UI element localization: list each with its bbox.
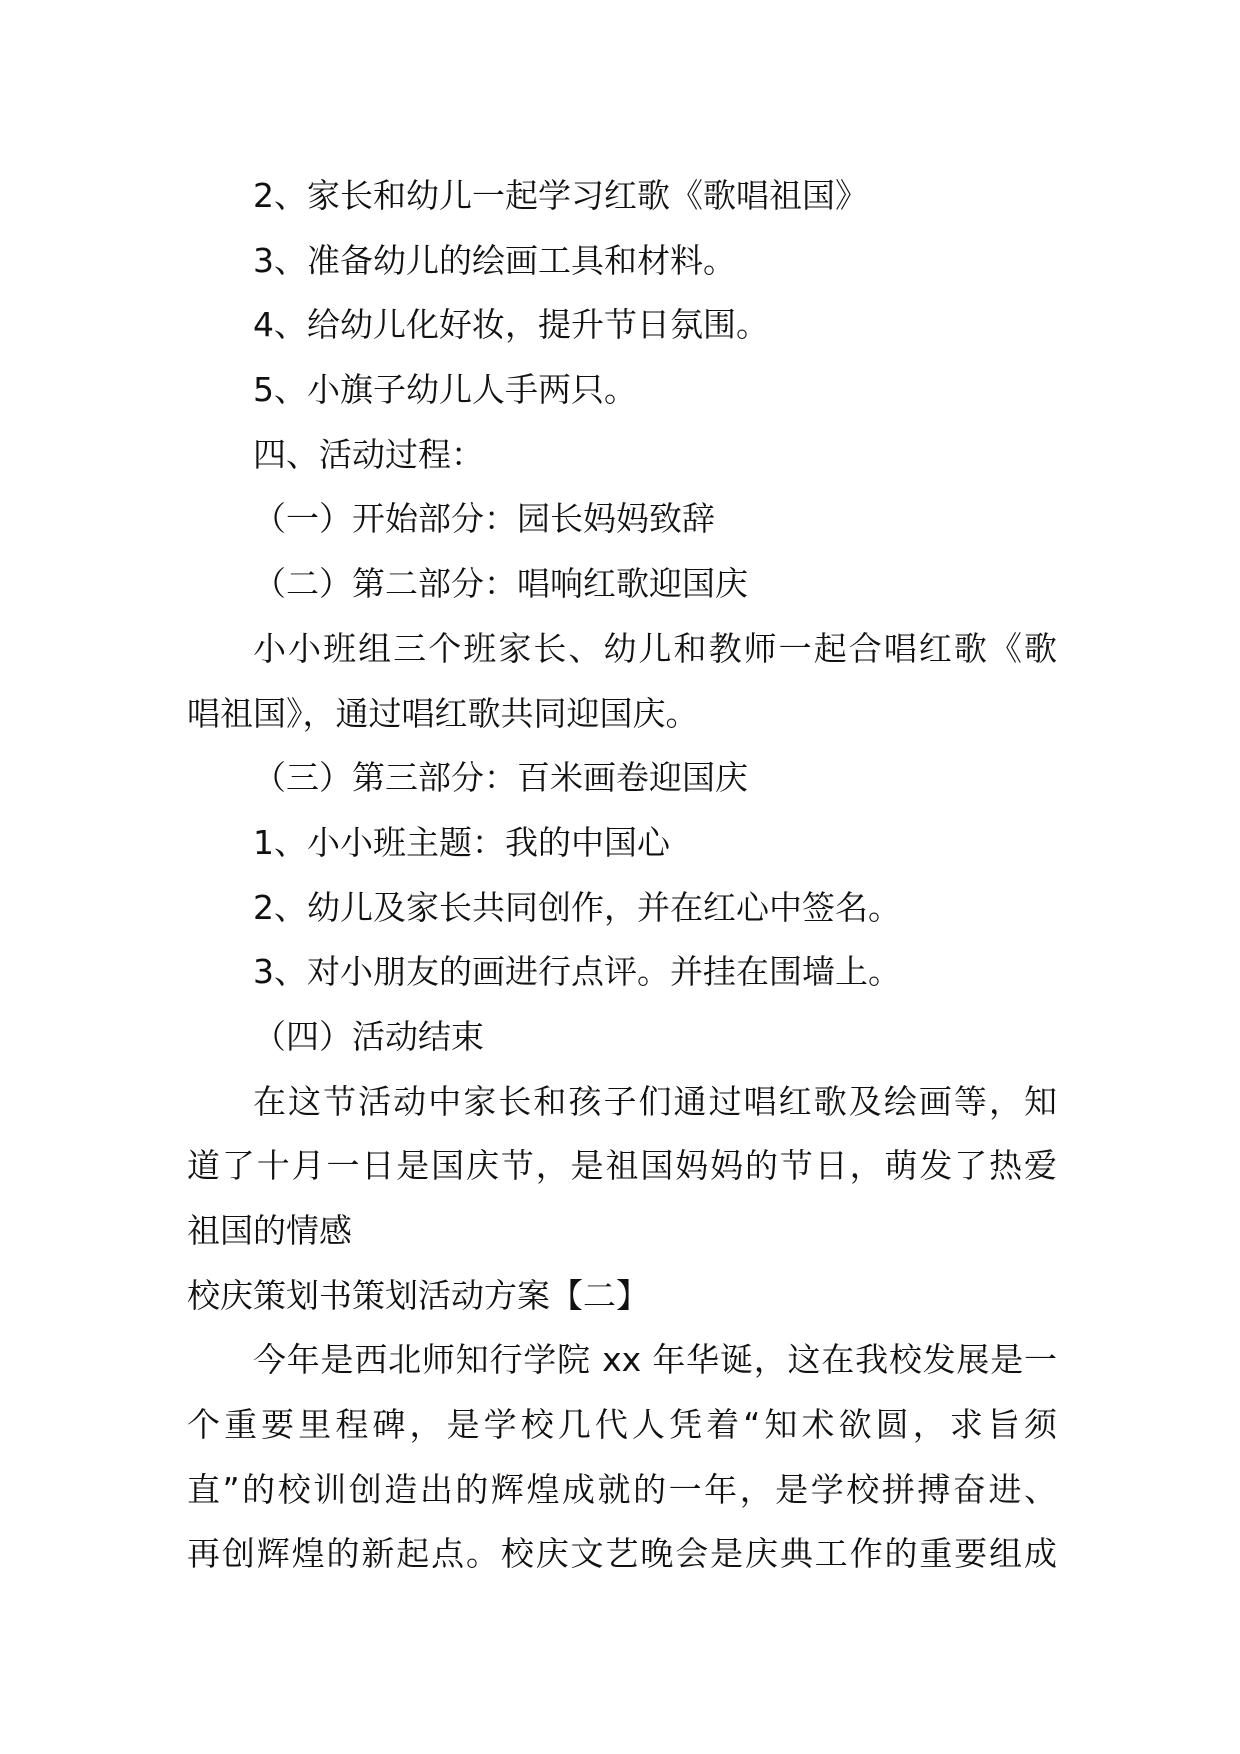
text-line: 四、活动过程：	[253, 434, 484, 474]
text-line: 直”的校训创造出的辉煌成就的一年，是学校拼搏奋进、	[187, 1469, 1057, 1509]
text-line: 再创辉煌的新起点。校庆文艺晚会是庆典工作的重要组成	[187, 1534, 1057, 1574]
text-line: 祖国的情感	[187, 1211, 352, 1250]
text-line: 2、幼儿及家长共同创作，并在红心中签名。	[253, 887, 901, 927]
text-line: 2、家长和幼儿一起学习红歌《歌唱祖国》	[253, 176, 868, 215]
text-line: （三）第三部分：百米画卷迎国庆	[253, 758, 748, 798]
text-line: （一）开始部分：园长妈妈致辞	[253, 499, 715, 539]
text-line: 4、给幼儿化好妆，提升节日氛围。	[253, 305, 769, 345]
text-line: （四）活动结束	[253, 1016, 484, 1056]
document-body	[187, 164, 1057, 1587]
text-line: 3、对小朋友的画进行点评。并挂在围墙上。	[253, 952, 901, 992]
text-line: 1、小小班主题：我的中国心	[253, 822, 670, 862]
text-line: 在这节活动中家长和孩子们通过唱红歌及绘画等，知	[253, 1081, 1057, 1121]
text-line: 校庆策划书策划活动方案【二】	[187, 1275, 649, 1315]
text-line: 个重要里程碑，是学校几代人凭着“知术欲圆，求旨须	[187, 1405, 1057, 1445]
text-line: 3、准备幼儿的绘画工具和材料。	[253, 240, 736, 280]
text-line: 道了十月一日是国庆节，是祖国妈妈的节日，萌发了热爱	[187, 1146, 1057, 1186]
text-line: （二）第二部分：唱响红歌迎国庆	[253, 564, 748, 604]
text-line: 5、小旗子幼儿人手两只。	[253, 370, 637, 410]
text-line: 小小班组三个班家长、幼儿和教师一起合唱红歌《歌	[253, 628, 1057, 668]
text-line: 今年是西北师知行学院 xx 年华诞，这在我校发展是一	[253, 1340, 1057, 1380]
text-line: 唱祖国》，通过唱红歌共同迎国庆。	[187, 693, 699, 733]
